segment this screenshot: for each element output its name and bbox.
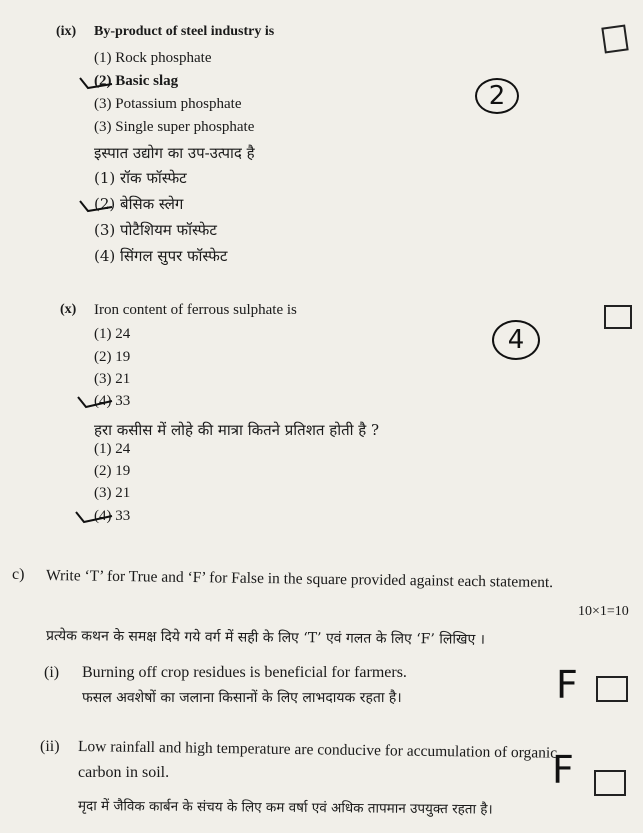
option-en-1: (1) 24 <box>94 326 131 342</box>
option-en-4: (4) 33 <box>94 393 131 409</box>
option-hi-4: (4) 33 <box>94 508 131 524</box>
tick-mark-icon <box>78 72 114 92</box>
section-marks: 10×1=10 <box>578 604 629 619</box>
question-text-hi: इस्पात उद्योग का उप-उत्पाद है <box>94 144 255 162</box>
statement-text-hi: मृदा में जैविक कार्बन के संचय के लिए कम वर्षा एवं अधिक तापमान उपयुक्त रहता है। <box>77 798 493 818</box>
tick-mark-icon <box>74 506 114 526</box>
statement-number: (ii) <box>40 738 60 755</box>
tick-mark-icon <box>78 195 114 215</box>
option-en-3: (3) Potassium phosphate <box>94 96 242 112</box>
handwritten-answer: F <box>556 663 578 707</box>
option-hi-1: (1) 24 <box>94 441 131 457</box>
option-en-3: (3) 21 <box>94 371 131 387</box>
option-en-2: (2) 19 <box>94 349 131 365</box>
option-hi-2: (2) 19 <box>94 463 131 479</box>
statement-text-en-line2: carbon in soil. <box>78 764 170 781</box>
option-hi-1: (1) रॉक फॉस्फेट <box>94 169 187 187</box>
tick-mark-icon <box>76 391 114 411</box>
option-en-4: (3) Single super phosphate <box>94 119 255 135</box>
section-instruction-en: Write ‘T’ for True and ‘F’ for False in the square provided against each statement. <box>45 567 554 592</box>
handwritten-answer: 2 <box>475 78 519 114</box>
option-hi-4: (4) सिंगल सुपर फॉस्फेट <box>94 247 228 265</box>
option-hi-2: (2) बेसिक स्लेग <box>94 195 184 213</box>
option-en-2: (2) Basic slag <box>94 73 179 89</box>
answer-box <box>594 770 626 796</box>
statement-text-en-line1: Low rainfall and high temperature are conducive for accumulation of organic <box>77 738 558 762</box>
option-hi-3: (3) पोटैशियम फॉस्फेट <box>94 221 217 239</box>
question-text-en: Iron content of ferrous sulphate is <box>94 302 297 318</box>
option-hi-3: (3) 21 <box>94 485 131 501</box>
section-instruction-hi: प्रत्येक कथन के समक्ष दिये गये वर्ग में सही के लिए ‘T’ एवं गलत के लिए ‘F’ लिखिए । <box>45 628 486 648</box>
question-number: (x) <box>60 302 77 317</box>
handwritten-answer: F <box>552 748 574 792</box>
handwritten-answer: 4 <box>492 320 540 360</box>
statement-text-en: Burning off crop residues is beneficial for farmers. <box>82 664 407 681</box>
statement-number: (i) <box>44 664 60 681</box>
question-text-hi: हरा कसीस में लोहे की मात्रा कितने प्रतिशत होती है ? <box>94 421 380 439</box>
answer-box <box>604 305 632 329</box>
answer-box <box>601 24 628 53</box>
section-label: c) <box>12 566 25 583</box>
statement-text-hi: फसल अवशेषों का जलाना किसानों के लिए लाभदायक रहता है। <box>82 690 402 706</box>
option-en-1: (1) Rock phosphate <box>94 50 212 66</box>
question-number: (ix) <box>56 24 77 39</box>
question-text-en: By-product of steel industry is <box>94 24 275 39</box>
answer-box <box>596 676 628 702</box>
